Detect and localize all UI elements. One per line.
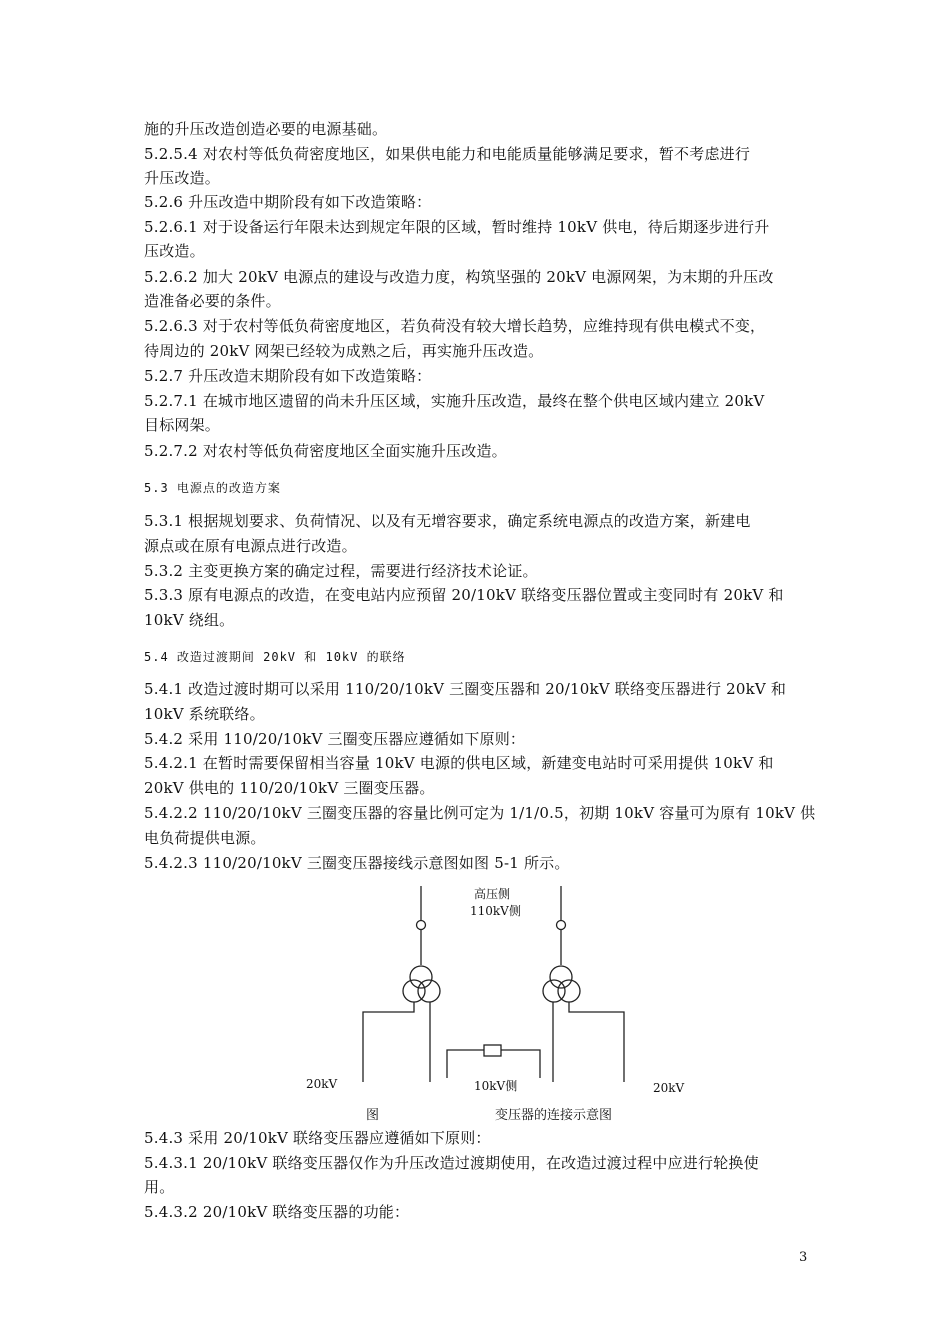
paragraph-line: 5.2.6.1 对于设备运行年限未达到规定年限的区域，暂时维持 10kV 供电，待后期逐步进行升 <box>144 218 770 236</box>
paragraph-line: 5.3.1 根据规划要求、负荷情况、以及有无增容要求，确定系统电源点的改造方案，新建电 <box>144 512 751 530</box>
paragraph-line: 10kV 系统联络。 <box>144 705 265 723</box>
right-winding-20kv-icon <box>558 980 580 1002</box>
label-20kv-left: 20kV <box>306 1077 338 1091</box>
paragraph-line: 5.2.6.3 对于农村等低负荷密度地区，若负荷没有较大增长趋势，应维持现有供电模式不变， <box>144 317 766 335</box>
tie-switch-icon <box>484 1045 501 1056</box>
paragraph-line: 5.4.3 采用 20/10kV 联络变压器应遵循如下原则： <box>144 1129 491 1147</box>
label-high-voltage-side: 高压侧 <box>474 887 511 901</box>
paragraph-line: 5.4.1 改造过渡时期可以采用 110/20/10kV 三圈变压器和 20/10kV 联络变压器进行 20kV 和 <box>144 680 787 698</box>
paragraph-line: 待周边的 20kV 网架已经较为成熟之后，再实施升压改造。 <box>144 342 544 360</box>
right-20kv-feeder-line <box>569 1002 624 1082</box>
paragraph-line: 源点或在原有电源点进行改造。 <box>144 537 357 555</box>
paragraph-line: 5.2.5.4 对农村等低负荷密度地区，如果供电能力和电能质量能够满足要求，暂不考虑进行 <box>144 145 751 163</box>
paragraph-line: 20kV 供电的 110/20/10kV 三圈变压器。 <box>144 779 435 797</box>
paragraph-line: 5.4.2.1 在暂时需要保留相当容量 10kV 电源的供电区域，新建变电站时可采用提供 10kV 和 <box>144 754 774 772</box>
paragraph-line: 用。 <box>144 1178 175 1196</box>
left-winding-hv-icon <box>410 966 432 988</box>
paragraph-line: 5.4.3.2 20/10kV 联络变压器的功能： <box>144 1203 410 1221</box>
label-20kv-right: 20kV <box>653 1081 685 1095</box>
figure-caption-title: 变压器的连接示意图 <box>495 1108 613 1123</box>
label-110kv-side: 110kV侧 <box>470 904 521 918</box>
paragraph-line: 10kV 绕组。 <box>144 611 235 629</box>
left-winding-10kv-icon <box>418 980 440 1002</box>
paragraph-line: 5.3.2 主变更换方案的确定过程，需要进行经济技术论证。 <box>144 562 538 580</box>
right-winding-hv-icon <box>550 966 572 988</box>
paragraph-line: 升压改造。 <box>144 169 221 187</box>
paragraph-line: 造准备必要的条件。 <box>144 292 281 310</box>
paragraph-line: 目标网架。 <box>144 416 221 434</box>
paragraph-line: 电负荷提供电源。 <box>144 829 266 847</box>
paragraph-line: 5.2.6.2 加大 20kV 电源点的建设与改造力度，构筑坚强的 20kV 电源网架，为末期的升压改 <box>144 268 774 286</box>
paragraph-line: 5.3.3 原有电源点的改造，在变电站内应预留 20/10kV 联络变压器位置或主变同时有 20kV 和 <box>144 586 784 604</box>
paragraph-line: 5.2.7.1 在城市地区遗留的尚未升压区域，实施升压改造，最终在整个供电区域内建立 20kV <box>144 392 765 410</box>
figure-caption-label: 图 <box>366 1108 380 1123</box>
paragraph-line: 压改造。 <box>144 242 205 260</box>
label-10kv-side: 10kV侧 <box>474 1079 518 1093</box>
right-breaker-icon <box>557 921 566 930</box>
paragraph-line: 5.4.2.3 110/20/10kV 三圈变压器接线示意图如图 5-1 所示。 <box>144 854 570 872</box>
paragraph-line: 5.4.2 采用 110/20/10kV 三圈变压器应遵循如下原则： <box>144 730 526 748</box>
page-number: 3 <box>799 1250 808 1265</box>
paragraph-line: 5.4.2.2 110/20/10kV 三圈变压器的容量比例可定为 1/1/0.5，初期 10kV 容量可为原有 10kV 供 <box>144 804 816 822</box>
left-20kv-feeder-line <box>363 1002 414 1082</box>
tie-line-left <box>447 1050 484 1078</box>
paragraph-line: 施的升压改造创造必要的电源基础。 <box>144 120 388 138</box>
left-breaker-icon <box>417 921 426 930</box>
paragraph-line: 5.2.7.2 对农村等低负荷密度地区全面实施升压改造。 <box>144 442 507 460</box>
section-heading-5-4: 5.4 改造过渡期间 20kV 和 10kV 的联络 <box>144 650 406 664</box>
paragraph-line: 5.2.6 升压改造中期阶段有如下改造策略： <box>144 193 432 211</box>
paragraph-line: 5.4.3.1 20/10kV 联络变压器仅作为升压改造过渡期使用，在改造过渡过程中应进行轮换使 <box>144 1154 759 1172</box>
tie-line-right <box>501 1050 540 1078</box>
section-heading-5-3: 5.3 电源点的改造方案 <box>144 481 281 495</box>
paragraph-line: 5.2.7 升压改造末期阶段有如下改造策略： <box>144 367 432 385</box>
